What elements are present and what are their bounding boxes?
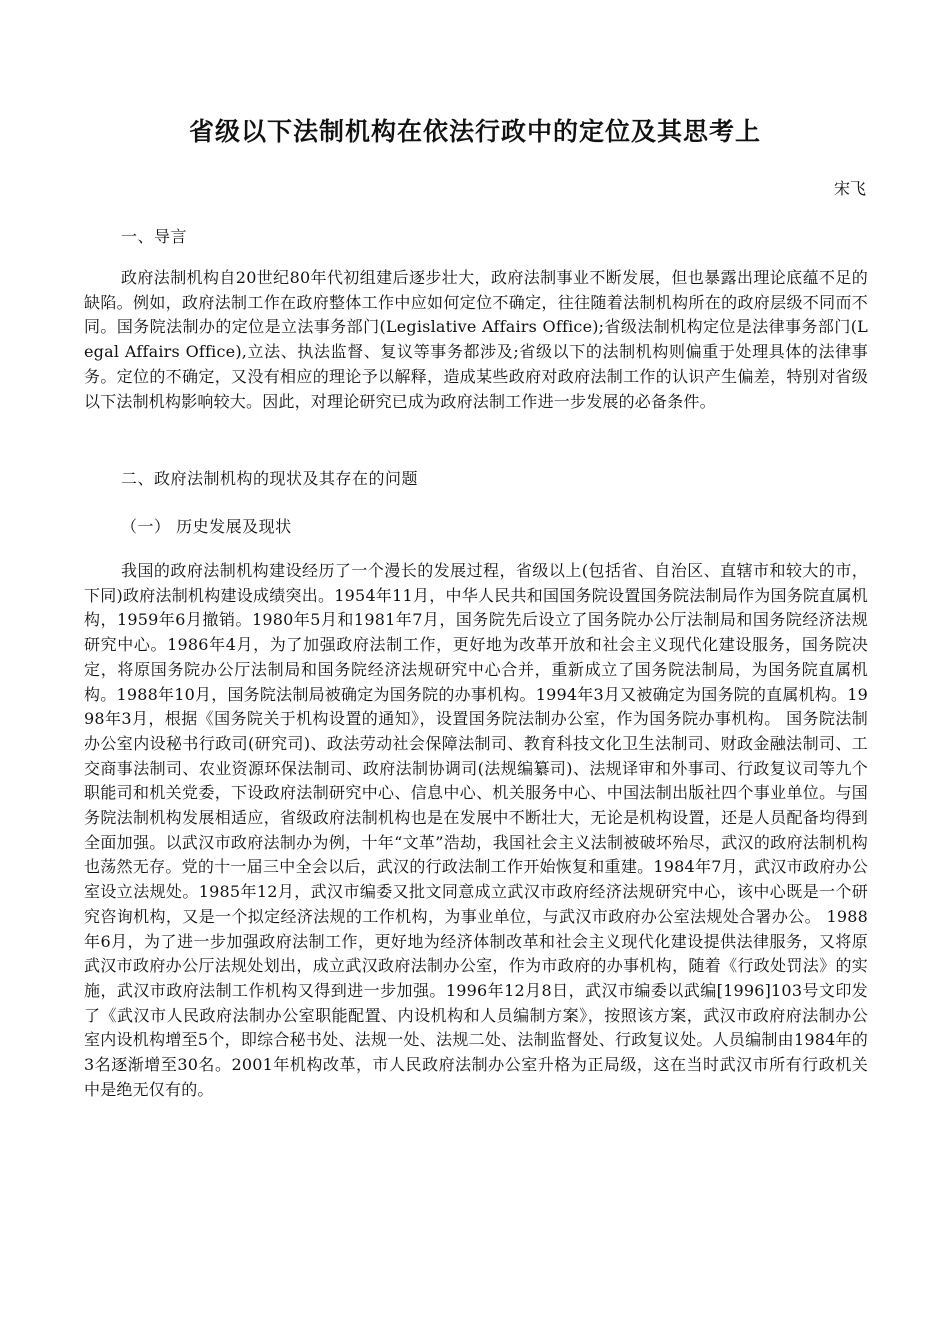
subsection-heading-history: （一） 历史发展及现状 xyxy=(121,517,292,536)
paragraph-history: 我国的政府法制机构建设经历了一个漫长的发展过程，省级以上(包括省、自治区、直辖市和较大的市，下同)政府法制机构建设成绩突出。1954年11月，中华人民共和国国务院设置国务院法制局作为国务院直属机构，1959年6月撤销。1980年5月和1981年7月，国务院先后设立了国务院办公厅法制局和国务院经济法规研究中心。1986年4月，为了加强政府法制工作，更好地为改革开放和社会主义现代化建设服务，国务院决定，将原国务院办公厅法制局和国务院经济法规研究中心合并，重新成立了国务院法制局，为国务院直属机构。1988年10月，国务院法制局被确定为国务院的办事机构。1994年3月又被确定为国务院的直属机构。1998年3月，根据《国务院关于机构设置的通知》，设置国务院法制办公室，作为国务院办事机构。 国务院法制办公室内设秘书行政司(研究司)、政法劳动社会保障法制司、教育科技文化卫生法制司、财政金融法制司、工交商事法制司、农业资源环保法制司、政府法制协调司(法规编纂司)、法规译审和外事司、行政复议司等九个职能司和机关党委，下设政府法制研究中心、信息中心、机关服务中心、中国法制出版社四个事业单位。与国务院法制机构发展相适应，省级政府法制机构也是在发展中不断壮大，无论是机构设置，还是人员配备均得到全面加强。以武汉市政府法制办为例，十年“文革”浩劫，我国社会主义法制被破坏殆尽，武汉的政府法制机构也荡然无存。党的十一届三中全会以后，武汉的行政法制工作开始恢复和重建。1984年7月，武汉市政府办公室设立法规处。1985年12月，武汉市编委又批文同意成立武汉市政府经济法规研究中心，该中心既是一个研究咨询机构，又是一个拟定经济法规的工作机构，为事业单位，与武汉市政府办公室法规处合署办公。 1988年6月，为了进一步加强政府法制工作，更好地为经济体制改革和社会主义现代化建设提供法律服务，又将原武汉市政府办公厅法规处划出，成立武汉政府法制办公室，作为市政府的办事机构，随着《行政处罚法》的实施，武汉市政府法制工作机构又得到进一步加强。1996年12月8日，武汉市编委以武编[1996]103号文印发了《武汉市人民政府法制办公室职能配置、内设机构和人员编制方案》，按照该方案，武汉市政府府法制办公室内设机构增至5个，即综合秘书处、法规一处、法规二处、法制监督处、行政复议处。人员编制由1984年的3名逐渐增至30名。2001年机构改革，市人民政府法制办公室升格为正局级，这在当时武汉市所有行政机关中是绝无仅有的。 xyxy=(84,561,868,1099)
section-heading-introduction: 一、导言 xyxy=(121,227,188,246)
document-title: 省级以下法制机构在依法行政中的定位及其思考上 xyxy=(188,117,761,146)
section-heading-status-and-problems: 二、政府法制机构的现状及其存在的问题 xyxy=(121,469,419,488)
paragraph-introduction: 政府法制机构自20世纪80年代初组建后逐步壮大，政府法制事业不断发展，但也暴露出理论底蕴不足的缺陷。例如，政府法制工作在政府整体工作中应如何定位不确定，往往随着法制机构所在的政府层级不同而不同。国务院法制办的定位是立法事务部门(Legislative Affairs Office);省级法制机构定位是法律事务部门(Legal Affairs Office),立法、执法监督、复议等事务都涉及;省级以下的法制机构则偏重于处理具体的法律事务。定位的不确定，又没有相应的理论予以解释，造成某些政府对政府法制工作的认识产生偏差，特别对省级以下法制机构影响较大。因此，对理论研究已成为政府法制工作进一步发展的必备条件。 xyxy=(84,268,868,411)
author-name: 宋飞 xyxy=(833,179,866,198)
